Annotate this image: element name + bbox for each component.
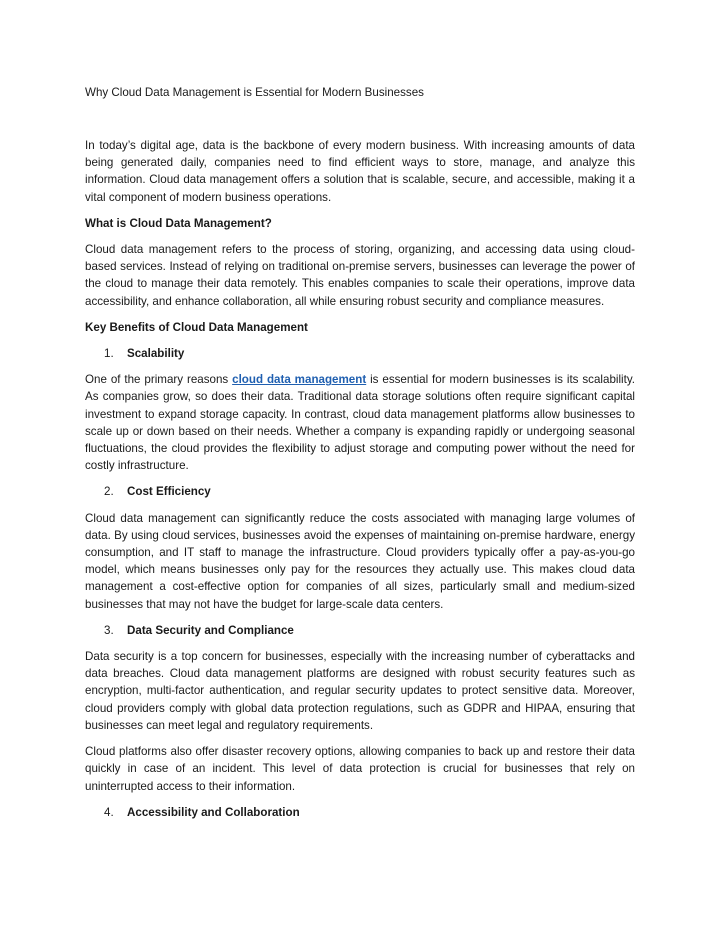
list-item-data-security bbox=[85, 622, 635, 639]
list-item-accessibility bbox=[85, 804, 635, 821]
list-number: 2. bbox=[104, 485, 114, 499]
list-number: 4. bbox=[104, 805, 114, 819]
intro-paragraph: In today’s digital age, data is the backbone of every modern business. With increasing amounts of data being generated daily, companies need to find efficient ways to store, manage, and analyze this information. Cloud data management offers a solution that is scalable, secure, and accessible, making it a vital component of modern business operations. bbox=[85, 139, 635, 204]
scalability-paragraph bbox=[85, 371, 635, 474]
document-title: Why Cloud Data Management is Essential for Modern Businesses bbox=[85, 86, 424, 99]
list-label: Cost Efficiency bbox=[127, 485, 211, 499]
document-body bbox=[85, 137, 635, 830]
list-label: Scalability bbox=[127, 347, 185, 361]
data-security-paragraph: Data security is a top concern for businesses, especially with the increasing number of cyberattacks and data breaches. Cloud data management platforms are designed with robust security features such as encryption, multi-factor authentication, and regular security updates to protect sensitive data. Moreover, cloud providers comply with global data protection regulations, such as GDPR and HIPAA, ensuring that businesses can meet legal and regulatory requirements. bbox=[85, 650, 635, 732]
cloud-data-management-link[interactable]: cloud data management bbox=[232, 373, 367, 387]
key-benefits-heading: Key Benefits of Cloud Data Management bbox=[85, 320, 308, 334]
list-label: Accessibility and Collaboration bbox=[127, 805, 300, 819]
list-item-cost-efficiency bbox=[85, 483, 635, 500]
what-is-heading: What is Cloud Data Management? bbox=[85, 216, 272, 230]
list-number: 3. bbox=[104, 623, 114, 637]
scalability-text-pre: One of the primary reasons bbox=[85, 373, 233, 387]
what-is-paragraph: Cloud data management refers to the process of storing, organizing, and accessing data using cloud-based services. Instead of relying on traditional on-premise servers, businesses can leverage the power of the cloud to manage their data remotely. This enables companies to scale their operations, improve data accessibility, and enhance collaboration, all while ensuring robust security and compliance measures. bbox=[85, 243, 635, 308]
list-item-scalability bbox=[85, 345, 635, 362]
disaster-recovery-paragraph: Cloud platforms also offer disaster recovery options, allowing companies to back up and restore their data quickly in case of an incident. This level of data protection is crucial for businesses that rely on uninterrupted access to their information. bbox=[85, 745, 635, 793]
cost-efficiency-paragraph: Cloud data management can significantly reduce the costs associated with managing large volumes of data. By using cloud services, businesses avoid the expenses of maintaining on-premise hardware, energy consumption, and IT staff to manage the infrastructure. Cloud providers typically offer a pay-as-you-go model, which means businesses only pay for the resources they actually use. This makes cloud data management a cost-effective option for companies of all sizes, particularly small and medium-sized businesses that may not have the budget for large-scale data centers. bbox=[85, 511, 635, 611]
scalability-text-post: is essential for modern businesses is its scalability. As companies grow, so does their data. Traditional data storage solutions often require significant capital investment to expand storage capacity. In contrast, cloud data management platforms allow businesses to scale up or down based on their needs. Whether a company is expanding rapidly or undergoing seasonal fluctuations, the cloud provides the flexibility to adjust storage and computing power without the need for costly infrastructure. bbox=[85, 373, 635, 473]
list-label: Data Security and Compliance bbox=[127, 623, 294, 637]
list-number: 1. bbox=[104, 347, 114, 361]
